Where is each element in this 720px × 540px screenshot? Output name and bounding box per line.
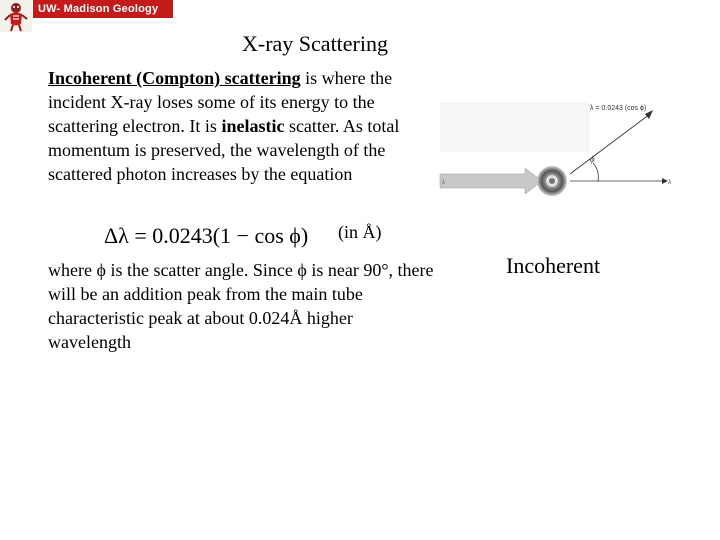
diagram-formula-label: λ = 0.0243 (cos ϕ) (590, 105, 647, 112)
angle-phi-label: ϕ (590, 154, 595, 164)
badger-mascot-icon (0, 0, 32, 32)
header-banner: UW- Madison Geology 777 (33, 0, 173, 18)
out-lambda-label: λ (668, 178, 672, 186)
equation-text: Δλ = 0.0243(1 − cos ϕ) (104, 223, 309, 248)
slide-title: X-ray Scattering (242, 31, 388, 56)
compton-scatter-diagram (430, 92, 685, 200)
intro-paragraph (48, 66, 440, 186)
intro-text-a: is where the incident X-ray loses some of its energy to the scattering electron. It is (48, 68, 393, 136)
term-compton: Incoherent (Compton) scattering (48, 68, 301, 88)
compton-equation (102, 215, 322, 255)
diagram-caption: Incoherent (506, 253, 601, 278)
incident-lambda-label: λ (442, 178, 446, 186)
scatter-angle-paragraph: where ϕ is the scatter angle. Since ϕ is near 90°, there will be an addition peak from the main tube characteristic peak at about 0.024Å higher wavelength (48, 260, 434, 352)
term-inelastic: inelastic (221, 116, 285, 136)
incident-beam-arrow (440, 168, 542, 194)
equation-unit: (in Å) (338, 222, 382, 242)
angle-arc (593, 163, 598, 181)
intro-text-b: scatter. As total momentum is preserved, the wavelength of the scattered photon increases by the equation (48, 116, 400, 184)
